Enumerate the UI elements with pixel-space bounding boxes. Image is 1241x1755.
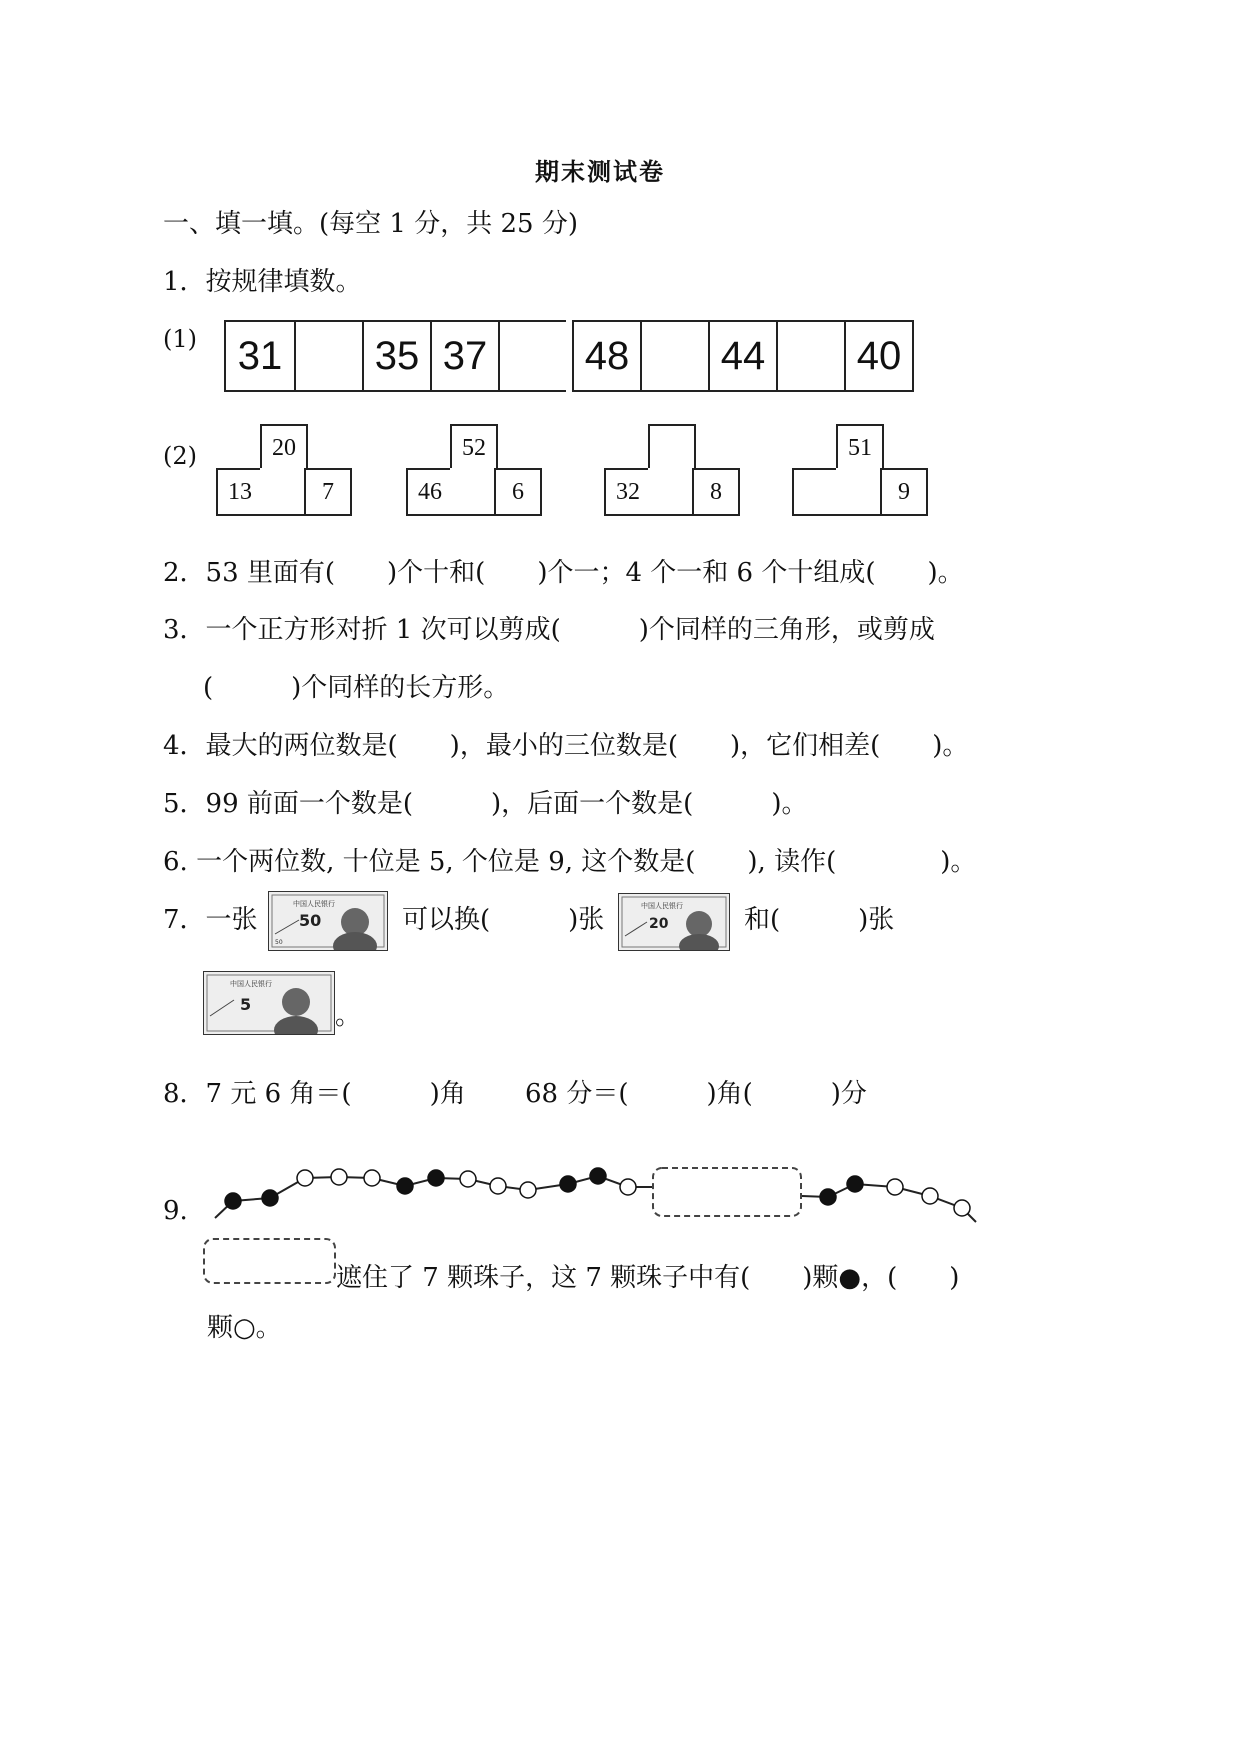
sequence-a: [224, 320, 566, 392]
question-1-text: 1．按规律填数。: [163, 267, 362, 297]
banknote-value: 5: [240, 995, 252, 1014]
white-bead: [331, 1169, 347, 1185]
question-8-part-2: 68 分＝( )角( )分: [525, 1079, 867, 1109]
t-puzzle-bottom-center: [260, 468, 306, 516]
banknote-header: 中国人民银行: [293, 900, 335, 908]
banknote-5-image: [203, 971, 335, 1035]
white-bead: [364, 1170, 380, 1186]
white-bead: [520, 1182, 536, 1198]
question-9-text: 遮住了 7 颗珠子，这 7 颗珠子中有( )颗●，( ): [336, 1263, 960, 1293]
bead-cover-box: [653, 1168, 801, 1216]
t-puzzle-left[interactable]: [792, 468, 840, 516]
t-puzzle-top: 20: [260, 424, 308, 472]
question-9-number: 9.: [163, 1196, 188, 1226]
white-bead: [460, 1171, 476, 1187]
question-7-part-1: 7．一张: [163, 905, 258, 935]
question-8-part-1: 8．7 元 6 角＝( )角: [163, 1079, 466, 1109]
sequence-a-cell: 31: [237, 333, 283, 378]
t-puzzle-bottom-center: [648, 468, 694, 516]
white-bead: [887, 1179, 903, 1195]
black-bead: [428, 1170, 444, 1186]
white-bead: [620, 1179, 636, 1195]
bead-string-diagram: [200, 1150, 990, 1240]
white-bead: [297, 1170, 313, 1186]
banknote-value: 20: [649, 916, 669, 932]
sequence-a-cell[interactable]: [294, 322, 362, 390]
part-1-label: (1): [163, 325, 197, 353]
black-bead: [847, 1176, 863, 1192]
question-6-text: 6. 一个两位数, 十位是 5, 个位是 9, 这个数是( ), 读作( )。: [163, 847, 977, 877]
sequence-b-cell[interactable]: [776, 322, 844, 390]
question-3-line-2: ( )个同样的长方形。: [203, 673, 510, 703]
sequence-b: [572, 320, 914, 392]
t-puzzle-right: 7: [304, 468, 352, 516]
black-bead: [397, 1178, 413, 1194]
banknote-header: 中国人民银行: [230, 980, 272, 988]
question-5-text: 5．99 前面一个数是( )，后面一个数是( )。: [163, 789, 808, 819]
question-7-end: 。: [335, 1001, 362, 1031]
sequence-b-cell: 48: [572, 322, 640, 390]
t-puzzle-right: 8: [692, 468, 740, 516]
page-title: 期末测试卷: [535, 157, 665, 186]
t-puzzle-top: 52: [450, 424, 498, 472]
question-9-text-2: 颗○。: [207, 1313, 282, 1343]
black-bead: [560, 1176, 576, 1192]
sequence-b-cell[interactable]: [640, 322, 708, 390]
t-puzzle-right: 6: [494, 468, 542, 516]
t-puzzle-bottom-center: [450, 468, 496, 516]
covered-beads-placeholder: [203, 1238, 336, 1284]
section-heading: 一、填一填。(每空 1 分，共 25 分): [163, 209, 578, 239]
white-bead: [490, 1178, 506, 1194]
sequence-a-cell: 37: [430, 322, 498, 390]
t-puzzle-left: 32: [604, 468, 652, 516]
question-3-line-1: 3．一个正方形对折 1 次可以剪成( )个同样的三角形，或剪成: [163, 615, 935, 645]
black-bead: [820, 1189, 836, 1205]
black-bead: [225, 1193, 241, 1209]
banknote-header: 中国人民银行: [641, 902, 683, 910]
t-puzzle-top[interactable]: [648, 424, 696, 472]
t-puzzle-left: 13: [216, 468, 264, 516]
black-bead: [262, 1190, 278, 1206]
question-4-text: 4．最大的两位数是( )，最小的三位数是( )，它们相差( )。: [163, 731, 969, 761]
white-bead: [922, 1188, 938, 1204]
white-bead: [954, 1200, 970, 1216]
sequence-a-cell: 35: [362, 322, 430, 390]
banknote-20-image: [618, 893, 730, 951]
t-puzzle-bottom-center: [836, 468, 882, 516]
question-7-part-2: 可以换( )张: [402, 905, 605, 935]
t-puzzle-top: 51: [836, 424, 884, 472]
question-7-part-3: 和( )张: [744, 905, 895, 935]
black-bead: [590, 1168, 606, 1184]
sequence-a-cell[interactable]: [498, 322, 566, 390]
part-2-label: (2): [163, 442, 197, 470]
sequence-b-cell: 40: [844, 322, 912, 390]
banknote-value: 50: [299, 911, 322, 930]
sequence-b-cell: 44: [708, 322, 776, 390]
banknote-50-image: [268, 891, 388, 951]
t-puzzle-right: 9: [880, 468, 928, 516]
t-puzzle-left: 46: [406, 468, 454, 516]
question-2-text: 2．53 里面有( )个十和( )个一；4 个一和 6 个十组成( )。: [163, 558, 964, 588]
banknote-corner-value: 50: [275, 939, 283, 946]
